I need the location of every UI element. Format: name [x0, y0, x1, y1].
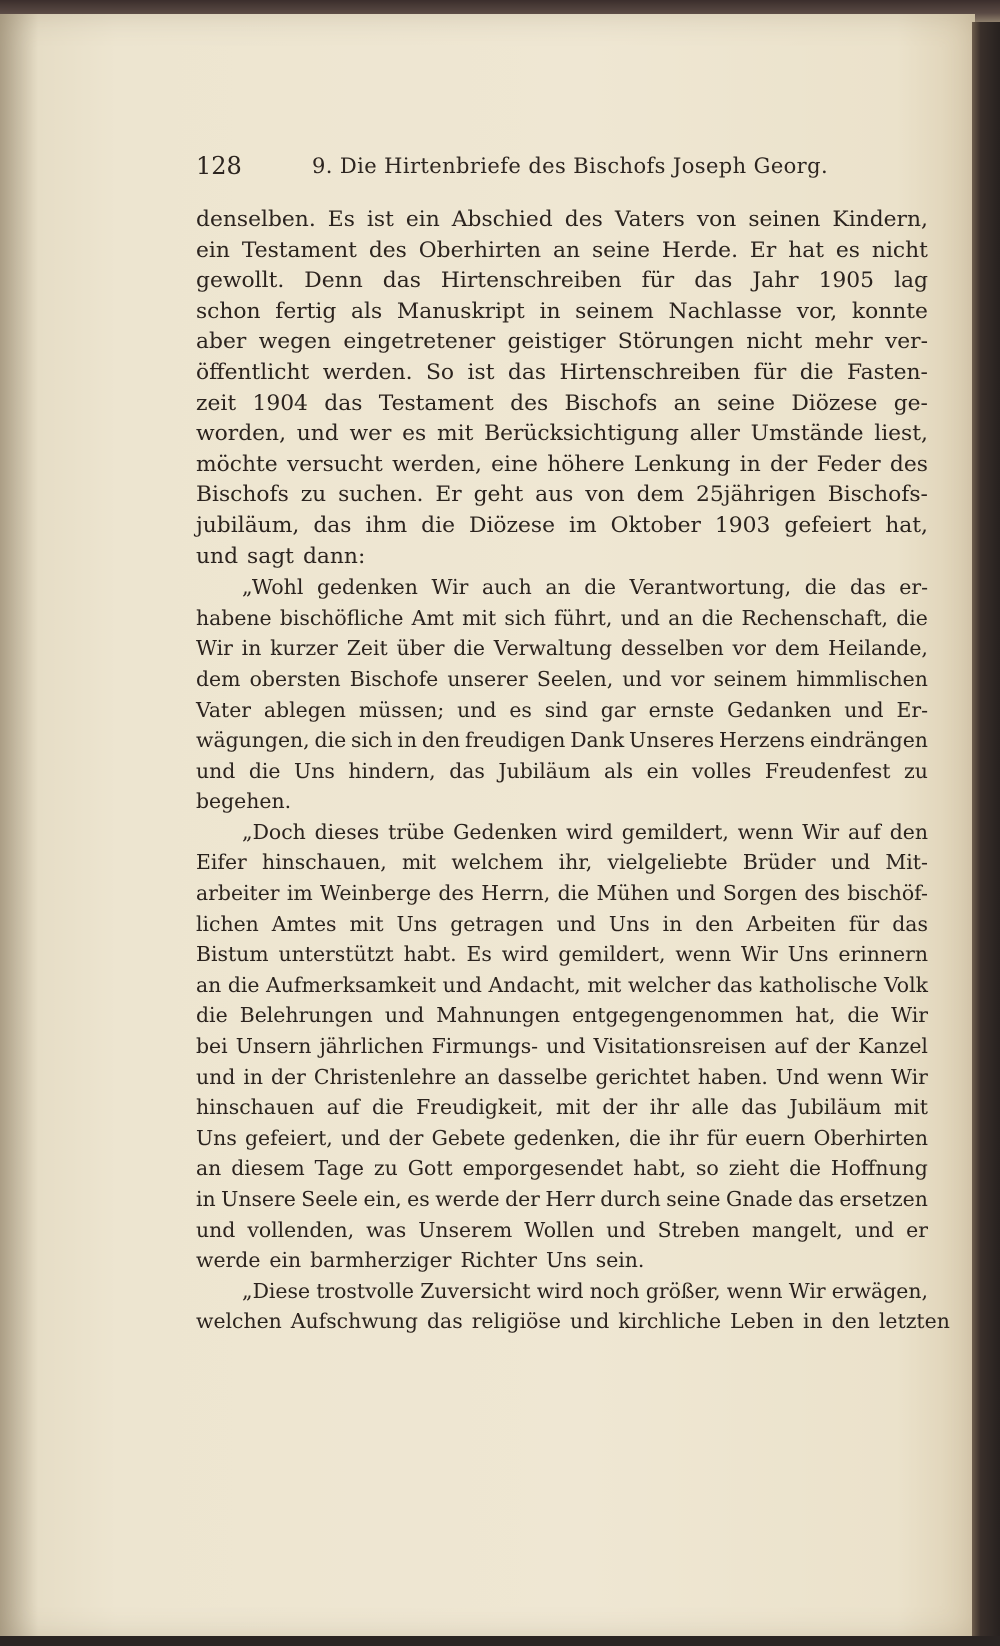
text-line: Wir in kurzer Zeit über die Verwaltung desselben vor dem Heilande, [196, 636, 928, 661]
text-line: gewollt. Denn das Hirtenschreiben für das Jahr 1905 lag [196, 268, 928, 294]
text-line: denselben. Es ist ein Abschied des Vaters von seinen Kindern, [196, 207, 928, 232]
text-line: und vollenden, was Unserem Wollen und Streben mangelt, und er [196, 1217, 928, 1242]
text-line: jubiläum, das ihm die Diözese im Oktober 1903 gefeiert hat, [196, 512, 928, 538]
text-line: worden, und wer es mit Berücksichtigung aller Umstände liest, [196, 421, 928, 447]
page-number: 128 [196, 152, 242, 180]
text-line: Eifer hinschauen, mit welchem ihr, vielgeliebte Brüder und Mit- [196, 850, 928, 875]
text-line: hinschauen auf die Freudigkeit, mit der ihr alle das Jubiläum mit [196, 1095, 928, 1120]
text-line: dem obersten Bischofe unserer Seelen, und vor seinem himmlischen [196, 666, 928, 691]
text-line: Bistum unterstützt habt. Es wird gemildert, wenn Wir Uns erinnern [196, 942, 928, 967]
quoted-paragraph [196, 817, 928, 1276]
text-line: in Unsere Seele ein, es werde der Herr durch seine Gnade das ersetzen [196, 1187, 928, 1211]
paragraph [196, 205, 928, 572]
binding-gutter-shadow [0, 14, 38, 1639]
page-bottom-edge [0, 1636, 1000, 1646]
text-line: arbeiter im Weinberge des Herrn, die Mühen und Sorgen des bischöf- [196, 881, 928, 906]
text-line: Vater ablegen müssen; und es sind gar ernste Gedanken und Er- [196, 697, 928, 722]
text-line: begehen. [196, 789, 292, 814]
text-line: möchte versucht werden, eine höhere Lenkung in der Feder des [196, 451, 928, 477]
text-line: aber wegen eingetretener geistiger Störungen nicht mehr ver- [196, 329, 928, 355]
text-line: welchen Aufschwung das religiöse und kirchliche Leben in den letzten [196, 1309, 950, 1334]
text-line: ein Testament des Oberhirten an seine Herde. Er hat es nicht [196, 237, 928, 263]
text-line: an die Aufmerksamkeit und Andacht, mit welcher das katholische Volk [196, 972, 928, 997]
text-line: und in der Christenlehre an dasselbe gerichtet haben. Und wenn Wir [196, 1064, 928, 1089]
text-line: bei Unsern jährlichen Firmungs- und Visitationsreisen auf der Kanzel [196, 1034, 928, 1059]
quoted-paragraph [196, 1276, 950, 1337]
text-line: „Diese trostvolle Zuversicht wird noch größer, wenn Wir erwägen, [242, 1278, 928, 1303]
text-line: die Belehrungen und Mahnungen entgegengenommen hat, die Wir [196, 1003, 928, 1028]
text-line: wägungen, die sich in den freudigen Dank Unseres Herzens eindrängen [196, 728, 928, 753]
text-line: lichen Amtes mit Uns getragen und Uns in den Arbeiten für das [196, 911, 928, 936]
text-line: und die Uns hindern, das Jubiläum als ein volles Freudenfest zu [196, 758, 928, 783]
text-line: „Wohl gedenken Wir auch an die Verantwortung, die das er- [242, 575, 928, 600]
body-text [196, 205, 950, 1337]
text-line: „Doch dieses trübe Gedenken wird gemildert, wenn Wir auf den [242, 819, 928, 844]
text-line: schon fertig als Manuskript in seinem Nachlasse vor, konnte [196, 298, 928, 324]
text-line: und sagt dann: [196, 543, 366, 569]
running-head: 9. Die Hirtenbriefe des Bischofs Joseph Georg. [312, 154, 829, 178]
text-line: zeit 1904 das Testament des Bischofs an seine Diözese ge- [196, 390, 928, 416]
text-line: Uns gefeiert, und der Gebete gedenken, die ihr für euern Oberhirten [196, 1125, 928, 1150]
text-line: öffentlicht werden. So ist das Hirtenschreiben für die Fasten- [196, 359, 928, 385]
quoted-paragraph [196, 572, 928, 817]
text-line: Bischofs zu suchen. Er geht aus von dem 25jährigen Bischofs- [196, 482, 928, 508]
text-line: an diesem Tage zu Gott emporgesendet habt, so zieht die Hoffnung [196, 1156, 928, 1181]
text-line: werde ein barmherziger Richter Uns sein. [196, 1248, 645, 1273]
text-line: habene bischöfliche Amt mit sich führt, und an die Rechenschaft, die [196, 605, 928, 630]
book-cover-edge [972, 22, 1000, 1646]
